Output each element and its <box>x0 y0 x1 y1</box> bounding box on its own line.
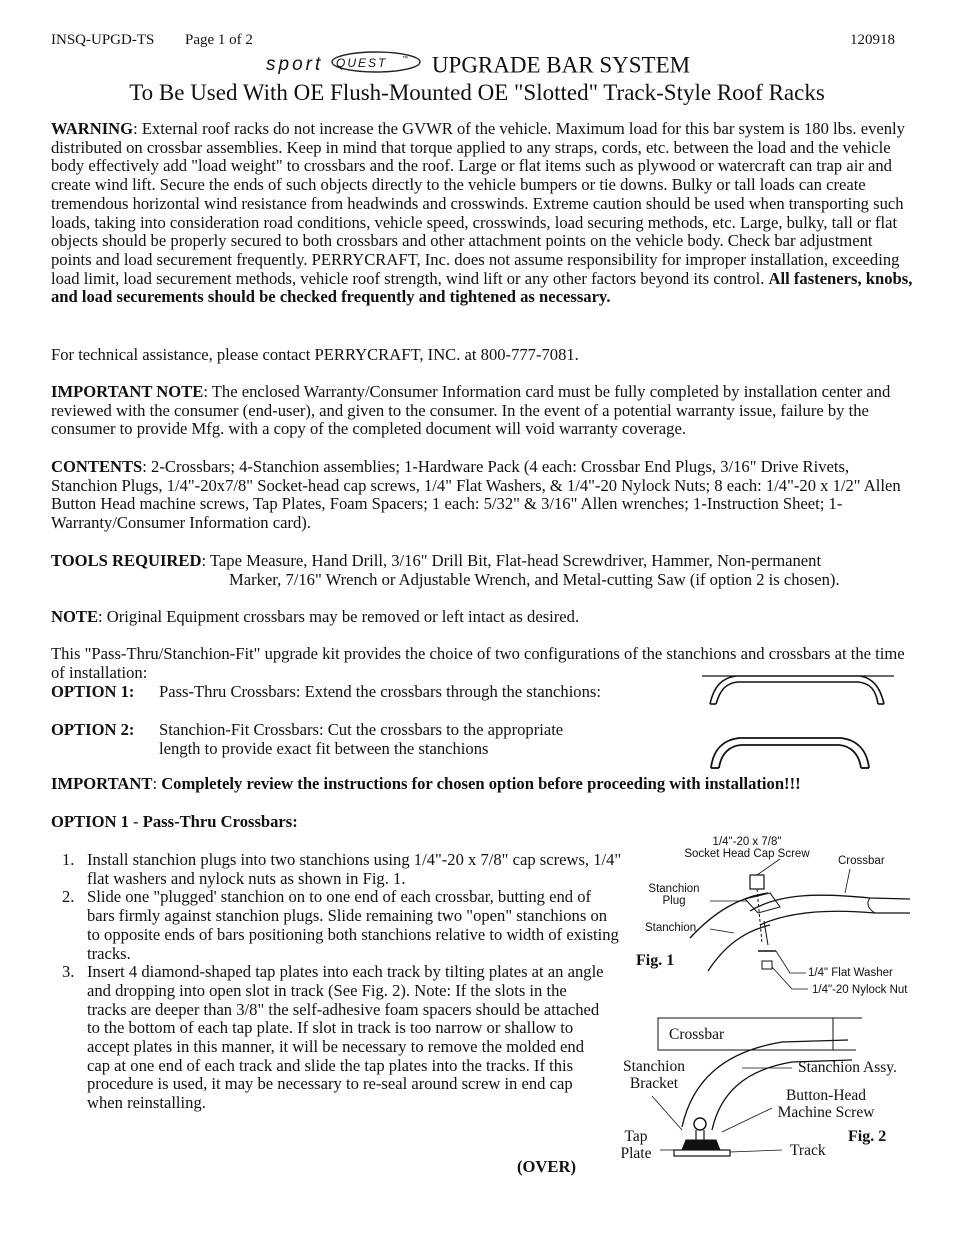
list-item <box>62 851 622 888</box>
fig2-tap-label <box>616 1128 656 1162</box>
fig2-tap-line2: Plate <box>620 1145 652 1162</box>
option2-line2: length to provide exact fit between the stanchions <box>159 739 489 758</box>
title-line1: UPGRADE BAR SYSTEM <box>431 52 691 78</box>
tech-assist: For technical assistance, please contact PERRYCRAFT, INC. at 800-777-7081. <box>51 345 579 364</box>
title-line2: To Be Used With OE Flush-Mounted OE "Slotted" Track-Style Roof Racks <box>129 80 825 105</box>
fig2-tap-line1: Tap <box>624 1128 648 1145</box>
option1-heading-text: Pass-Thru Crossbars: <box>142 812 298 831</box>
warning-label: WARNING <box>51 119 134 138</box>
fig1-screw-line1: 1/4"-20 x 7/8" <box>712 836 782 848</box>
fig2-crossbar-label: Crossbar <box>669 1026 725 1043</box>
fig2-caption: Fig. 2 <box>848 1128 887 1145</box>
warning-paragraph <box>51 120 917 307</box>
option2-label <box>51 720 134 739</box>
contents-label: CONTENTS <box>51 457 143 476</box>
tools-paragraph <box>51 552 917 589</box>
option2-crossbar-illustration <box>705 732 875 772</box>
logo-quest-text: QUEST <box>335 56 388 70</box>
fig1-plug-line1: Stanchion <box>648 883 700 895</box>
option1-line <box>51 682 134 701</box>
list-item <box>62 963 607 1113</box>
page-number: Page 1 of 2 <box>185 32 253 48</box>
steps-list <box>62 851 622 1113</box>
step-number: 2. <box>62 887 75 907</box>
note-label: NOTE <box>51 607 99 626</box>
important-note-label: IMPORTANT NOTE <box>51 382 204 401</box>
option1-heading <box>51 813 917 832</box>
fig1-washer-label: 1/4" Flat Washer <box>808 967 893 979</box>
fig1-screw-label <box>682 836 812 860</box>
important-note-text: : The enclosed Warranty/Consumer Information card must be fully completed by installation center and reviewed with the consumer (end-user), and given to the consumer. In the event of a potential warranty issue, failure by the consumer to provide Mfg. with a copy of the completed document will void warranty coverage. <box>51 382 891 439</box>
sportquest-logo <box>264 51 424 83</box>
logo-sport-text: sport <box>265 54 324 75</box>
fig1-stanchion-label: Stanchion <box>645 922 697 934</box>
tools-line2: Marker, 7/16" Wrench or Adjustable Wrench, and Metal-cutting Saw (if option 2 is chosen). <box>229 569 840 589</box>
list-item <box>62 888 622 963</box>
option2-label-text: OPTION 2: <box>51 720 135 739</box>
logo-tm: ™ <box>401 56 408 62</box>
fig1-caption: Fig. 1 <box>636 952 675 969</box>
important-text: Completely review the instructions for chosen option before proceeding with installation!!! <box>161 774 801 793</box>
note-text: : Original Equipment crossbars may be removed or left intact as desired. <box>98 607 580 626</box>
fig2-screw-label <box>770 1087 882 1121</box>
option2-line1: Stanchion-Fit Crossbars: Cut the crossbars to the appropriate <box>159 720 564 739</box>
fig2-screw-line1: Button-Head <box>785 1087 867 1104</box>
fig1-plug-label <box>647 883 701 907</box>
fig1-nut-label: 1/4"-20 Nylock Nut <box>812 984 908 996</box>
note-paragraph <box>51 608 917 627</box>
over-label: (OVER) <box>517 1157 576 1176</box>
option1-text: Pass-Thru Crossbars: Extend the crossbars through the stanchions: <box>159 682 601 701</box>
contents-paragraph <box>51 458 917 533</box>
fig2-screw-line2: Machine Screw <box>777 1104 875 1121</box>
figure-1 <box>630 833 920 1003</box>
tools-line1: : Tape Measure, Hand Drill, 3/16" Drill Bit, Flat-head Screwdriver, Hammer, Non-permanent <box>201 551 822 570</box>
step-text: Insert 4 diamond-shaped tap plates into each track by tilting plates at an angle and dropping into open slot in track (See Fig. 2). Note: If the slots in the tracks are deeper than 3/8" the self-adhesive foam spacers should be attached to the bottom of each tap plate. If slot in track is too narrow or shallow to accept plates in this manner, it will be necessary to remove the molded end cap at one end of each track and slide the tap plates into the tracks. If this procedure is used, it may be necessary to re-seal around screw in end cap when reinstalling. <box>87 962 604 1113</box>
contents-text: : 2-Crossbars; 4-Stanchion assemblies; 1-Hardware Pack (4 each: Crossbar End Plugs, 3/16" Drive Rivets, Stanchion Plugs, 1/4"-20x7/8" Socket-head cap screws, 1/4" Flat Washers, & 1/4"-20 Nylock Nuts; 8 each: 1/4"-20 x 1/2" Allen Button Head machine screws, Tap Plates, Foam Spacers; 1 each: 5/32" & 3/16" Allen wrenches; 1-Instruction Sheet; 1-Warranty/Consumer Information card). <box>51 457 901 533</box>
step-number: 1. <box>62 850 75 869</box>
important-note-paragraph <box>51 383 917 439</box>
fig1-crossbar-label: Crossbar <box>838 855 885 867</box>
intro-paragraph: This "Pass-Thru/Stanchion-Fit" upgrade kit provides the choice of two configurations of the stanchions and crossbars at the time of installation: <box>51 644 905 682</box>
option1-heading-label: OPTION 1 <box>51 812 129 831</box>
option1-label: OPTION 1: <box>51 682 135 701</box>
fig2-bracket-line2: Bracket <box>629 1075 679 1092</box>
figure-2 <box>612 1012 918 1164</box>
important-label: IMPORTANT <box>51 774 153 793</box>
step-number: 3. <box>62 962 75 982</box>
fig2-assy-label: Stanchion Assy. <box>798 1059 897 1076</box>
fig2-bracket-line1: Stanchion <box>623 1058 685 1075</box>
option1-heading-sep: - <box>128 812 143 831</box>
step-text: Slide one "plugged' stanchion on to one end of each crossbar, butting end of bars firmly against stanchion plugs. Slide remaining two "open" stanchions on to opposite ends of bars positioning both stanchions relative to width of existing tracks. <box>87 887 619 963</box>
page-title <box>0 51 954 83</box>
warning-bold-end: All fasteners, knobs, and load securements should be checked frequently and tightened as necessary. <box>51 268 913 307</box>
fig2-bracket-label <box>619 1058 689 1092</box>
fig1-plug-line2: Plug <box>662 895 686 907</box>
option1-crossbar-illustration <box>700 664 896 714</box>
doc-code: INSQ-UPGD-TS <box>51 32 155 48</box>
step-text: Install stanchion plugs into two stanchions using 1/4"-20 x 7/8" cap screws, 1/4" flat washers and nylock nuts as shown in Fig. 1. <box>87 850 622 888</box>
option2-text <box>159 720 563 758</box>
important-paragraph: IMPORTANT: Completely review the instructions for chosen option before proceeding with installation!!! <box>51 774 801 793</box>
fig1-screw-line2: Socket Head Cap Screw <box>684 848 810 860</box>
doc-number: 120918 <box>850 32 895 48</box>
fig2-track-label: Track <box>790 1142 826 1159</box>
warning-text: : External roof racks do not increase the GVWR of the vehicle. Maximum load for this bar system is 180 lbs. evenly distributed on crossbar assemblies. Keep in mind that torque applied to any straps, cords, etc. between the load and the vehicle body effectively add "load weight" to crossbars and the roof. Large or flat items such as plywood or watercraft can trap air and create wind lift. Secure the ends of such objects directly to the vehicle bumpers or tie downs. Bulky or tall loads can create tremendous horizontal wind resistance from headwinds and crosswinds. Extreme caution should be used when transporting such loads, taking into consideration road conditions, vehicle speed, crosswinds, load securing methods, etc. Large, bulky, tall or flat objects should be properly secured to both crossbars and other attachment points on the vehicle body. Check bar adjustment points and load securement frequently. PERRYCRAFT, Inc. does not assume responsibility for improper installation, exceeding load limit, load securement methods, vehicle roof strength, wind lift or any other factors beyond its control. <box>51 119 905 288</box>
tools-label: TOOLS REQUIRED <box>51 551 202 570</box>
